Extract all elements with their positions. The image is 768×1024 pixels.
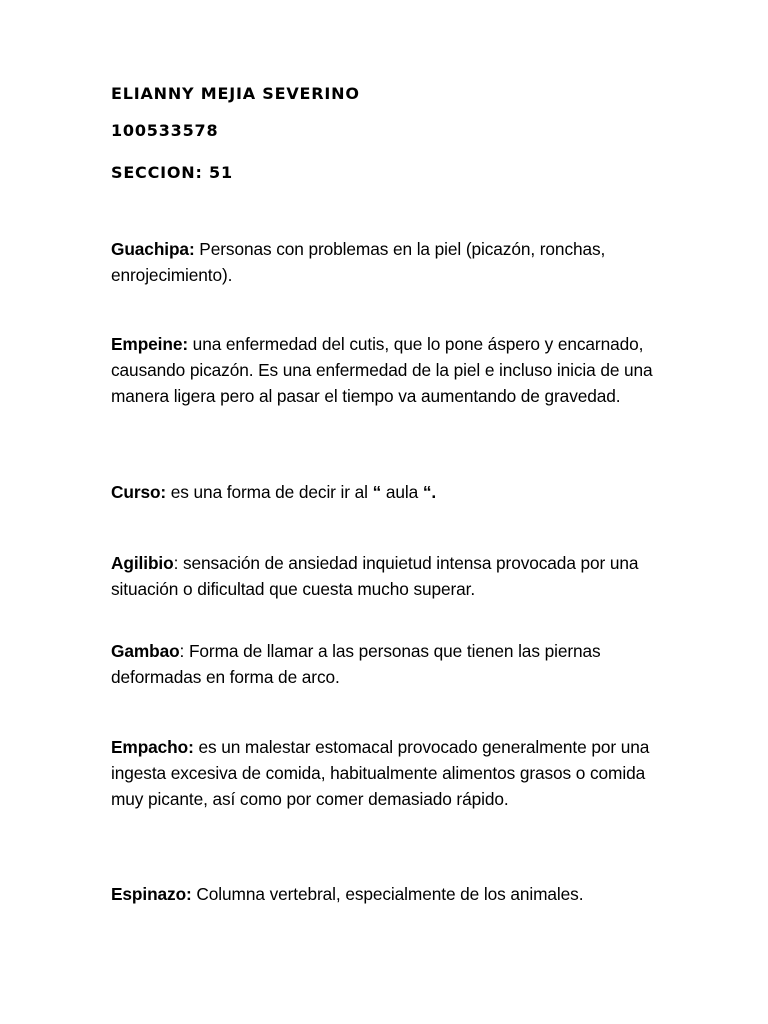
entry-definition: : sensación de ansiedad inquietud intensa provocada por una situación o dificultad que cuesta mucho superar.	[111, 553, 639, 599]
entry-definition: Columna vertebral, especialmente de los animales.	[191, 884, 584, 904]
entry-empeine	[111, 331, 671, 409]
section-label: SECCION: 51	[111, 163, 233, 182]
entry-definition: es un malestar estomacal provocado generalmente por una ingesta excesiva de comida, habitualmente alimentos grasos o comida muy picante, así como por comer demasiado rápido.	[111, 737, 650, 809]
entry-guachipa	[111, 236, 671, 288]
entry-definition: : Forma de llamar a las personas que tienen las piernas deformadas en forma de arco.	[111, 641, 601, 687]
entry-term: Guachipa:	[111, 239, 195, 259]
entry-empacho	[111, 734, 671, 812]
entry-term: Curso:	[111, 482, 167, 502]
entry-term: Agilibio	[111, 553, 174, 573]
entry-term: Empacho:	[111, 737, 194, 757]
quote-close: “.	[422, 482, 437, 502]
entry-curso	[111, 479, 671, 505]
entry-agilibio	[111, 550, 671, 602]
entry-espinazo	[111, 881, 671, 907]
entry-term: Empeine:	[111, 334, 188, 354]
quoted-word: aula	[381, 482, 423, 502]
student-name: ELIANNY MEJIA SEVERINO	[111, 84, 360, 103]
entry-term: Gambao	[111, 641, 180, 661]
entry-definition: una enfermedad del cutis, que lo pone áspero y encarnado, causando picazón. Es una enfermedad de la piel e incluso inicia de una manera ligera pero al pasar el tiempo va aumentando de gravedad.	[111, 334, 653, 406]
entry-term: Espinazo:	[111, 884, 192, 904]
entry-definition: es una forma de decir ir al	[166, 482, 373, 502]
entry-gambao	[111, 638, 671, 690]
student-id: 100533578	[111, 121, 219, 140]
quote-open: “	[372, 482, 382, 502]
entry-definition: Personas con problemas en la piel (picazón, ronchas, enrojecimiento).	[111, 239, 606, 285]
